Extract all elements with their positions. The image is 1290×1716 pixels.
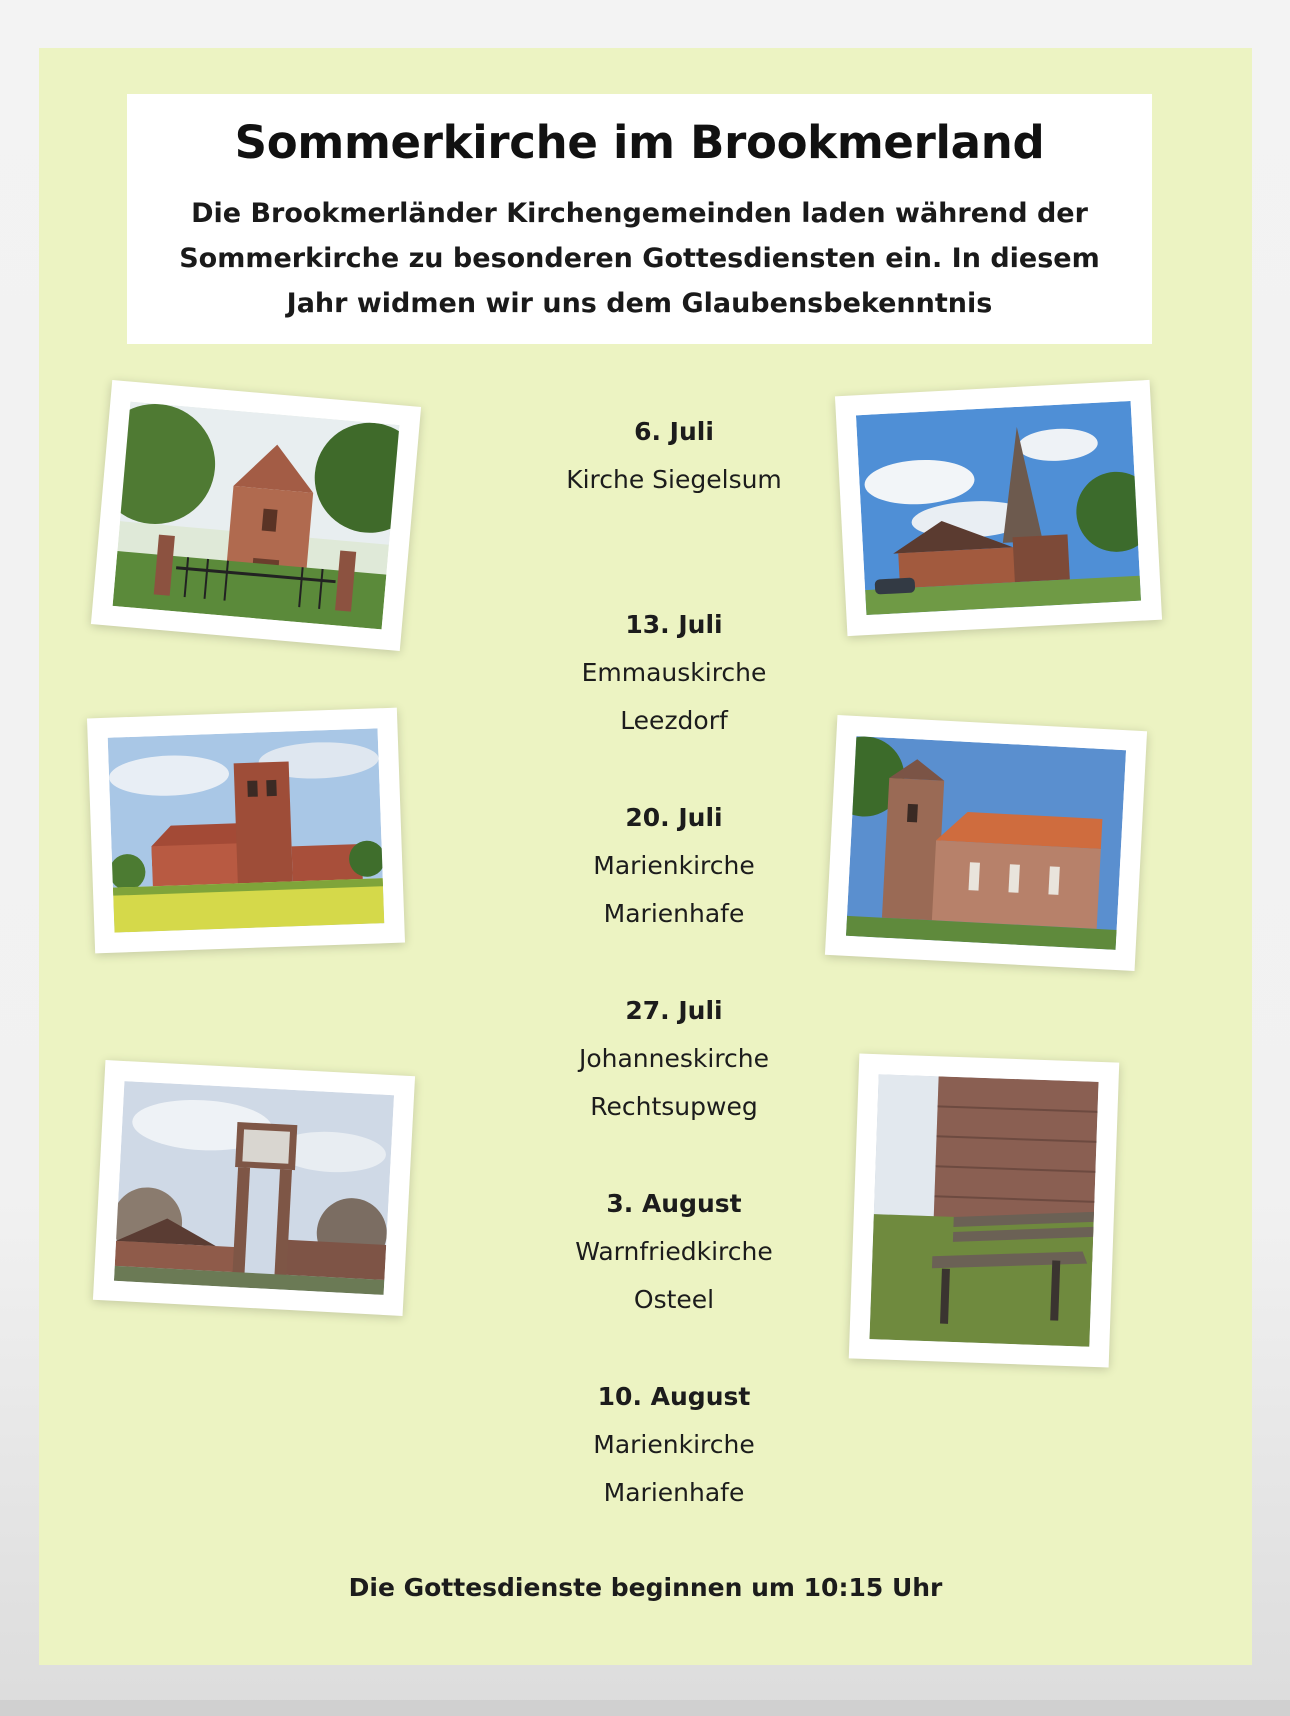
schedule-entry	[469, 408, 879, 601]
schedule-place-town: Rechtsupweg	[590, 1092, 758, 1121]
bottom-bar	[0, 1700, 1290, 1716]
poster-intro: Die Brookmerländer Kirchengemeinden laden während der Sommerkirche zu besonderen Gottesdiensten ein. In diesem Jahr widmen wir uns dem Glaubensbekenntnis	[179, 198, 1100, 319]
poster	[39, 48, 1252, 1665]
schedule-entry	[469, 1373, 879, 1566]
schedule-list	[469, 408, 879, 1566]
church-photo-image	[856, 401, 1141, 615]
church-photo-image	[108, 728, 385, 932]
schedule-place: Johanneskirche	[578, 1044, 770, 1073]
schedule-place: Warnfriedkirche	[575, 1237, 773, 1266]
church-photo-image	[846, 736, 1126, 950]
photo-marienkirche-field	[87, 708, 405, 954]
service-time-note: Die Gottesdienste beginnen um 10:15 Uhr	[348, 1573, 943, 1602]
schedule-place-town: Leezdorf	[620, 706, 728, 735]
photo-emmauskirche	[835, 380, 1162, 636]
church-photo-image	[114, 1081, 394, 1295]
photo-marienkirche-tower	[825, 715, 1147, 971]
schedule-date: 10. August	[597, 1382, 751, 1411]
church-photo-image	[113, 402, 400, 630]
schedule-entry	[469, 601, 879, 794]
schedule-date: 27. Juli	[625, 996, 723, 1025]
schedule-place-town: Osteel	[633, 1285, 715, 1314]
schedule-place: Emmauskirche	[581, 658, 767, 687]
bench-photo-image	[869, 1074, 1098, 1347]
schedule-date: 6. Juli	[634, 417, 714, 446]
schedule-entry	[469, 794, 879, 987]
photo-warnfriedkirche	[93, 1060, 415, 1316]
schedule-date: 13. Juli	[625, 610, 723, 639]
schedule-date: 3. August	[606, 1189, 742, 1218]
schedule-place: Marienkirche	[593, 851, 755, 880]
schedule-entry	[469, 987, 879, 1180]
schedule-place-town: Marienhafe	[603, 1478, 745, 1507]
schedule-place-town: Marienhafe	[603, 899, 745, 928]
schedule-date: 20. Juli	[625, 803, 723, 832]
schedule-place: Kirche Siegelsum	[566, 465, 782, 494]
header-box	[127, 94, 1152, 344]
photo-church-siegelsum	[91, 380, 421, 651]
photo-bench	[849, 1054, 1119, 1368]
poster-title: Sommerkirche im Brookmerland	[234, 116, 1045, 169]
schedule-place: Marienkirche	[593, 1430, 755, 1459]
schedule-entry	[469, 1180, 879, 1373]
